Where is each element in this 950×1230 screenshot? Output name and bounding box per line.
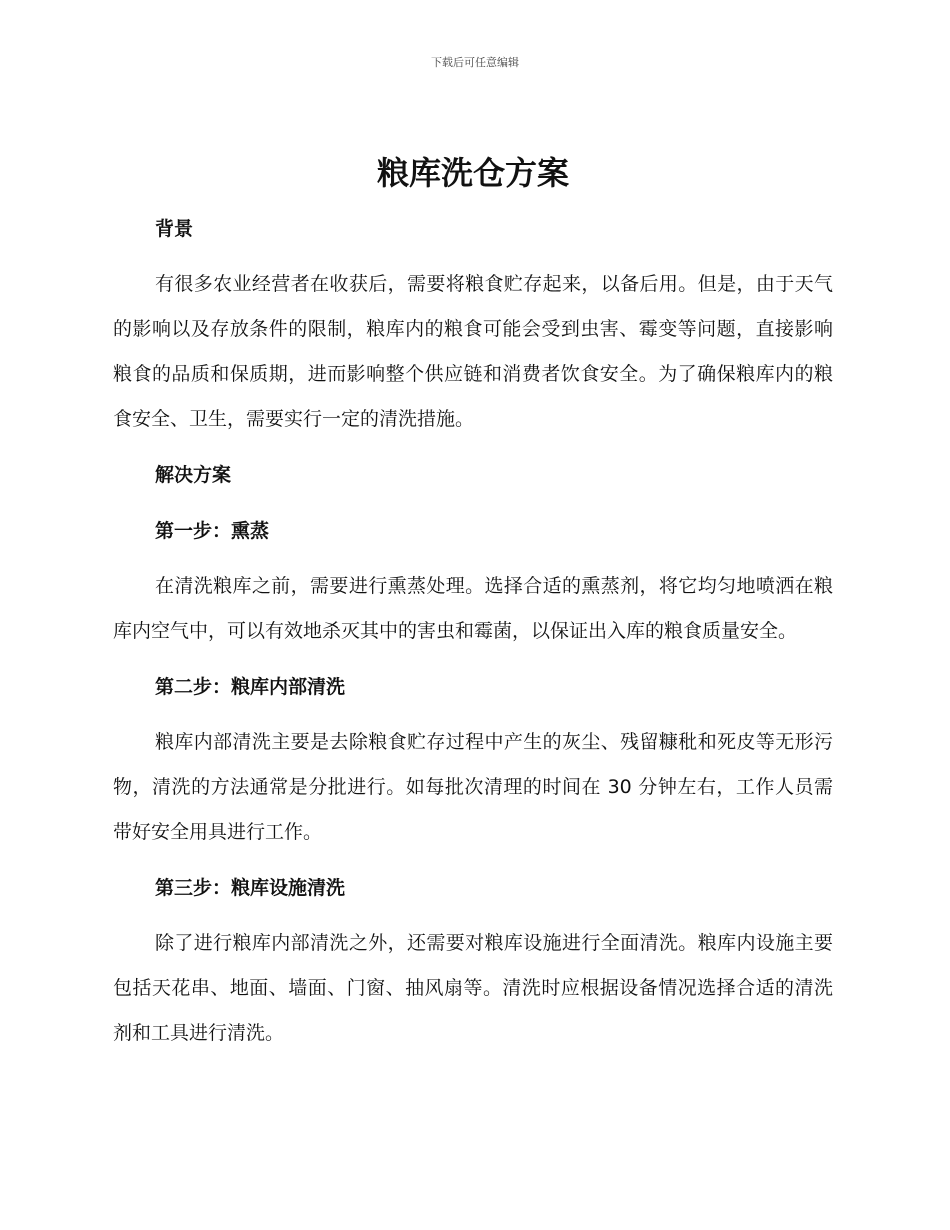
section-heading-step-1: 第一步：熏蒸 <box>155 520 270 542</box>
document-body <box>113 148 833 1056</box>
section-heading-solution: 解决方案 <box>155 464 232 486</box>
paragraph-background: 有很多农业经营者在收获后，需要将粮食贮存起来，以备后用。但是，由于天气的影响以及存放条件的限制，粮库内的粮食可能会受到虫害、霉变等问题，直接影响粮食的品质和保质期，进而影响整个供应链和消费者饮食安全。为了确保粮库内的粮食安全、卫生，需要实行一定的清洗措施。 <box>113 273 833 430</box>
section-heading-step-3: 第三步：粮库设施清洗 <box>155 877 346 899</box>
section-heading-step-2: 第二步：粮库内部清洗 <box>155 676 346 698</box>
page-header-note: 下载后可任意编辑 <box>431 56 519 69</box>
section-heading-background: 背景 <box>155 218 194 240</box>
document-title: 粮库洗仓方案 <box>376 154 569 192</box>
paragraph-step-1: 在清洗粮库之前，需要进行熏蒸处理。选择合适的熏蒸剂，将它均匀地喷洒在粮库内空气中，可以有效地杀灭其中的害虫和霉菌，以保证出入库的粮食质量安全。 <box>113 575 833 642</box>
paragraph-step-3: 除了进行粮库内部清洗之外，还需要对粮库设施进行全面清洗。粮库内设施主要包括天花串、地面、墙面、门窗、抽风扇等。清洗时应根据设备情况选择合适的清洗剂和工具进行清洗。 <box>113 932 833 1044</box>
paragraph-step-2: 粮库内部清洗主要是去除粮食贮存过程中产生的灰尘、残留糠秕和死皮等无形污物，清洗的方法通常是分批进行。如每批次清理的时间在 30 分钟左右，工作人员需带好安全用具进行工作。 <box>113 731 833 843</box>
